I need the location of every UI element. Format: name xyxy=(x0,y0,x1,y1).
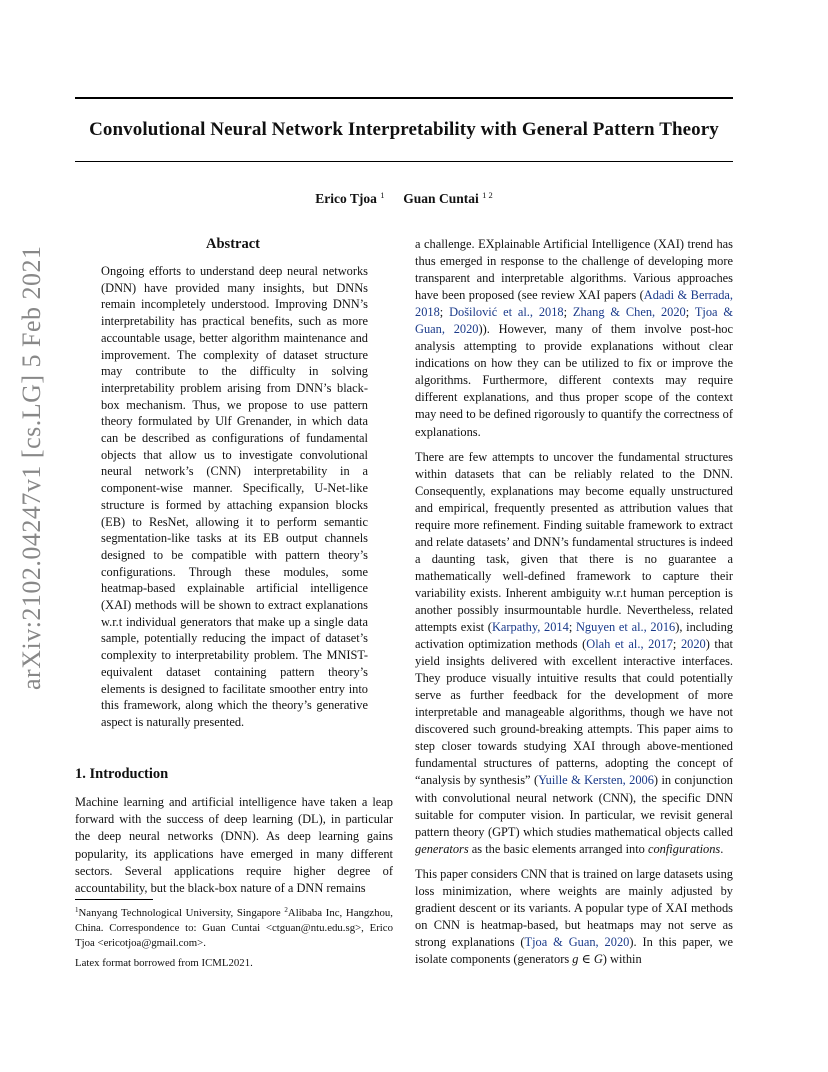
citation-link[interactable]: Došilović et al., 2018 xyxy=(449,305,564,320)
citation-link[interactable]: Zhang & Chen, 2020 xyxy=(572,305,686,320)
citation-link[interactable]: Nguyen et al., 2016 xyxy=(575,620,676,635)
paragraph-text: as the basic elements arranged into xyxy=(468,841,648,856)
paragraph-text: ), including activation optimization methods ( xyxy=(415,620,733,652)
citation-separator: ; xyxy=(672,637,681,652)
author-list xyxy=(75,190,733,207)
paragraph-text: a challenge. EXplainable Artificial Intelligence (XAI) trend has thus emerged in response to the challenge of developing more transparent and interpretable algorithms. Various approaches have been proposed (see review XAI papers ( xyxy=(415,237,733,303)
author-affiliation: 1 2 xyxy=(482,190,493,200)
paragraph-text: ) within xyxy=(602,951,642,966)
math-expression: g ∈ G xyxy=(572,951,603,966)
footnote-affiliation-1: Nanyang Technological University, Singapore xyxy=(78,907,285,919)
citation-link[interactable]: Adadi & Berrada, 2018 xyxy=(415,288,733,320)
footnote-rule xyxy=(75,899,153,900)
paragraph xyxy=(415,449,733,858)
emphasis-term: generators xyxy=(415,841,469,856)
paper-title: Convolutional Neural Network Interpretability with General Pattern Theory xyxy=(89,119,719,140)
author-name: Guan Cuntai xyxy=(403,191,479,206)
citation-link[interactable]: Yuille & Kersten, 2006 xyxy=(538,773,654,788)
citation-link[interactable]: Tjoa & Guan, 2020 xyxy=(415,305,733,337)
author-name: Erico Tjoa xyxy=(315,191,377,206)
right-column xyxy=(415,236,733,976)
citation-link[interactable]: 2020 xyxy=(680,637,706,652)
author-affiliation: 1 xyxy=(380,190,385,200)
paragraph-text: )). However, many of them involve post-hoc analysis attempting to provide explanations without clear indications on how they can be utilized to fix or improve the algorithms. Furthermore, different contexts may require different explanations, and thus proper scope of the context may need to be defined rigorously to quantify the correctness of explanations. xyxy=(415,322,733,439)
abstract-heading: Abstract xyxy=(206,236,260,252)
citation-link[interactable]: Karpathy, 2014 xyxy=(491,620,569,635)
citation-separator: ; xyxy=(439,305,450,320)
title-bottom-rule xyxy=(75,161,733,162)
latex-note: Latex format borrowed from ICML2021. xyxy=(75,957,253,969)
section-heading: 1. Introduction xyxy=(75,766,169,782)
title-top-rule xyxy=(75,97,733,99)
footnote-mark: 2 xyxy=(284,906,288,914)
paragraph-text: There are few attempts to uncover the fundamental structures within datasets that can be reliably related to the DNN. Consequently, explanations may become equally unstructured and empirical, frequently presented as attribution values that require more refinement. Finding suitable framework to extract and relate datasets’ and DNN’s fundamental structures is indeed a daunting task, given that there is no guarantee a mathematically well-defined framework to capture their variability exists. Inherent ambiguity w.r.t human perception is another possibly insurmountable hurdle. Nevertheless, related attempts exist ( xyxy=(415,449,733,635)
footnote-mark: 1 xyxy=(75,906,79,914)
citation-link[interactable]: Tjoa & Guan, 2020 xyxy=(524,934,630,949)
citation-separator: ; xyxy=(563,305,573,320)
introduction-text: Machine learning and artificial intelligence have taken a leap forward with the success of deep learning (DL), in particular the deep neural networks (DNN). As deep learning gains popularity, its applications have emerged in many different sectors. Several applications require higher degree of accountability, but the black-box nature of a DNN remains xyxy=(75,795,393,896)
citation-link[interactable]: Olah et al., 2017 xyxy=(586,637,673,652)
paragraph xyxy=(415,866,733,968)
paragraph-text: This paper considers CNN that is trained on large datasets using loss minimization, where weights are mainly adjusted by gradient descent or its variants. A popular type of XAI methods on CNN is heatmap-based, but heatmaps may not serve as strong explanations ( xyxy=(415,866,733,949)
footnote xyxy=(75,903,393,951)
citation-separator: ; xyxy=(685,305,695,320)
arxiv-identifier: arXiv:2102.04247v1 [cs.LG] 5 Feb 2021 xyxy=(17,245,46,690)
paragraph-text: ) in conjunction with convolutional neural network (CNN), the specific DNN suitable for computer vision. In particular, we revisit general pattern theory (GPT) which studies mathematical objects called xyxy=(415,773,733,839)
emphasis-term: configurations xyxy=(647,841,721,856)
paragraph-text: . xyxy=(720,841,724,856)
abstract-text: Ongoing efforts to understand deep neural networks (DNN) have provided many insights, but DNNs remain incompletely understood. Improving DNN’s interpretability has practical benefits, such as more accountable usage, better algorithm maintenance and improvement. The complexity of dataset structure may contribute to the difficulty in solving interpretability problem arising from DNN’s black-box mechanism. Thus, we propose to use pattern theory formulated by Ulf Grenander, in which data can be described as configurations of fundamental objects that allow us to investigate convolutional neural network’s (CNN) interpretability in a component-wise manner. Specifically, U-Net-like structure is formed by attaching expansion blocks (EB) to ResNet, allowing it to perform semantic segmentation-like tasks at its EB output channels designed to be compatible with pattern theory’s configurations. Through these modules, some heatmap-based explainable artificial intelligence (XAI) methods will be shown to extract explanations w.r.t individual generators that make up a single data sample, potentially reducing the impact of dataset’s complexity to interpretability problem. The MNIST-equivalent dataset containing pattern theory’s elements is designed to facilitate smoother entry into this framework, along which the theory’s generative aspect is naturally presented. xyxy=(101,264,368,729)
paragraph-text: ) that yield insights delivered with excellent interactive interfaces. They produce visually intuitive results that could potentially serve as further feedback for the development of more interpretable and manageable algorithms, though we have not discovered such ground-breaking attempts. This paper aims to step closer towards studying XAI through above-mentioned fundamental structures of patterns, adopting the concept of “analysis by synthesis” ( xyxy=(415,637,733,788)
footnote-affiliation-2: Alibaba Inc, Hangzhou, China. Correspondence to: Guan Cuntai <ctguan@ntu.edu.sg>, Erico Tjoa <ericotjoa@gmail.com>. xyxy=(75,907,393,949)
paragraph-text: ). In this paper, we isolate components (generators xyxy=(415,934,733,966)
citation-separator: ; xyxy=(568,620,576,635)
paragraph xyxy=(415,236,733,441)
